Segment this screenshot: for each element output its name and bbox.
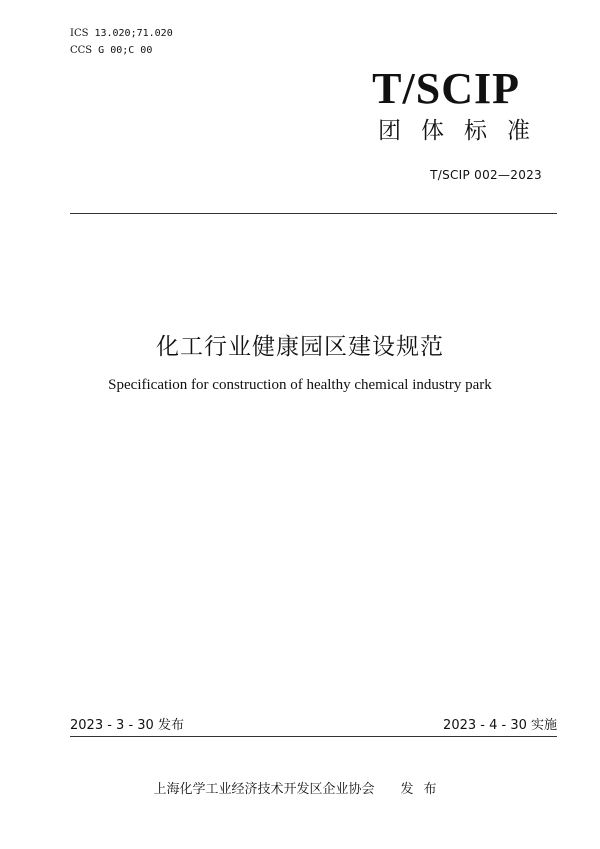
ics-code [70,28,173,39]
implementation-date: 2023 - 4 - 30 实施 [443,718,557,733]
ccs-code [70,45,152,56]
title-chinese: 化工行业健康园区建设规范 [156,334,444,360]
ics-label: ICS [70,28,89,39]
top-divider [70,213,557,214]
publisher-name: 上海化学工业经济技术开发区企业协会 [153,782,375,797]
publish-action: 发布 [400,782,447,797]
bottom-divider [70,736,557,737]
standard-logo: T/SCIP [372,64,520,113]
ccs-label: CCS [70,45,93,56]
release-date: 2023 - 3 - 30 发布 [70,718,184,733]
publisher [0,778,600,797]
standard-number: T/SCIP 002—2023 [430,168,542,182]
ics-value: 13.020;71.020 [94,28,173,39]
title-english: Specification for construction of healthy chemical industry park [108,377,492,393]
ccs-value: G 00;C 00 [98,45,153,56]
standard-type: 团体标准 [378,118,550,144]
